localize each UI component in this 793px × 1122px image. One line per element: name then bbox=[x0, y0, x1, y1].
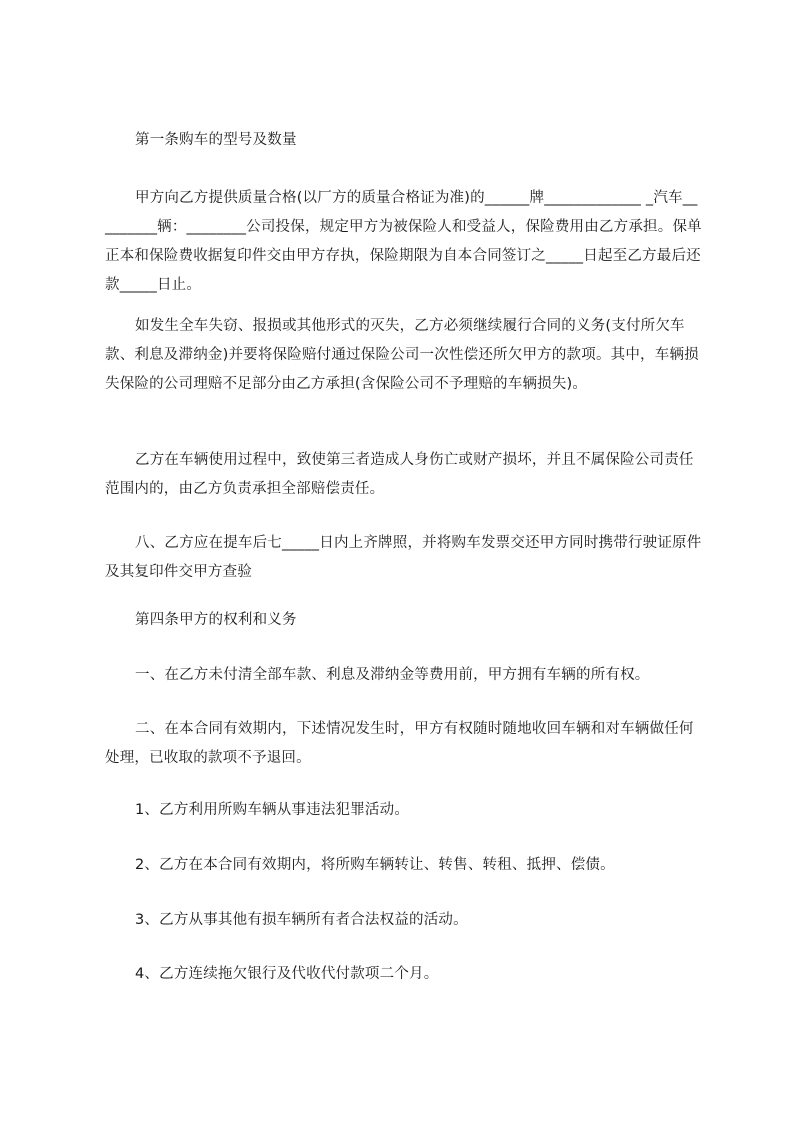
section-heading-1: 第一条购车的型号及数量 bbox=[135, 132, 297, 148]
list-item-4: 4、乙方连续拖欠银行及代收代付款项二个月。 bbox=[135, 966, 439, 982]
paragraph-repossession: 二、在本合同有效期内，下述情况发生时，甲方有权随时随地收回车辆和对车辆做任何处理，已收取的款项不予退回。 bbox=[105, 721, 694, 766]
list-item-3: 3、乙方从事其他有损车辆所有者合法权益的活动。 bbox=[135, 912, 468, 928]
paragraph-third-party: 乙方在车辆使用过程中，致使第三者造成人身伤亡或财产损坏，并且不属保险公司责任范围内的，由乙方负责承担全部赔偿责任。 bbox=[105, 452, 694, 497]
paragraph-ownership: 一、在乙方未付清全部车款、利息及滞纳金等费用前，甲方拥有车辆的所有权。 bbox=[135, 667, 650, 683]
section-heading-4: 第四条甲方的权利和义务 bbox=[135, 612, 297, 628]
paragraph-license-plate: 八、乙方应在提车后七_____日内上齐牌照，并将购车发票交还甲方同时携带行驶证原件及其复印件交甲方查验 bbox=[105, 535, 702, 580]
paragraph-loss: 如发生全车失窃、报损或其他形式的灭失，乙方必须继续履行合同的义务(支付所欠车款、利息及滞纳金)并要将保险赔付通过保险公司一次性偿还所欠甲方的款项。其中，车辆损失保险的公司理赔不足部分由乙方承担(含保险公司不予理赔的车辆损失)。 bbox=[105, 318, 699, 392]
list-item-1: 1、乙方利用所购车辆从事违法犯罪活动。 bbox=[135, 802, 410, 818]
paragraph-insurance: 甲方向乙方提供质量合格(以厂方的质量合格证为准)的______牌_____________ _汽车_________辆：________公司投保，规定甲方为被保险人和受益人，保险费用由乙方承担。保单正本和保险费收据复印件交由甲方存执，保险期限为自本合同签订之_____日起至乙方最后还款_____日止。 bbox=[105, 190, 702, 293]
list-item-2: 2、乙方在本合同有效期内，将所购车辆转让、转售、转租、抵押、偿债。 bbox=[135, 857, 615, 873]
